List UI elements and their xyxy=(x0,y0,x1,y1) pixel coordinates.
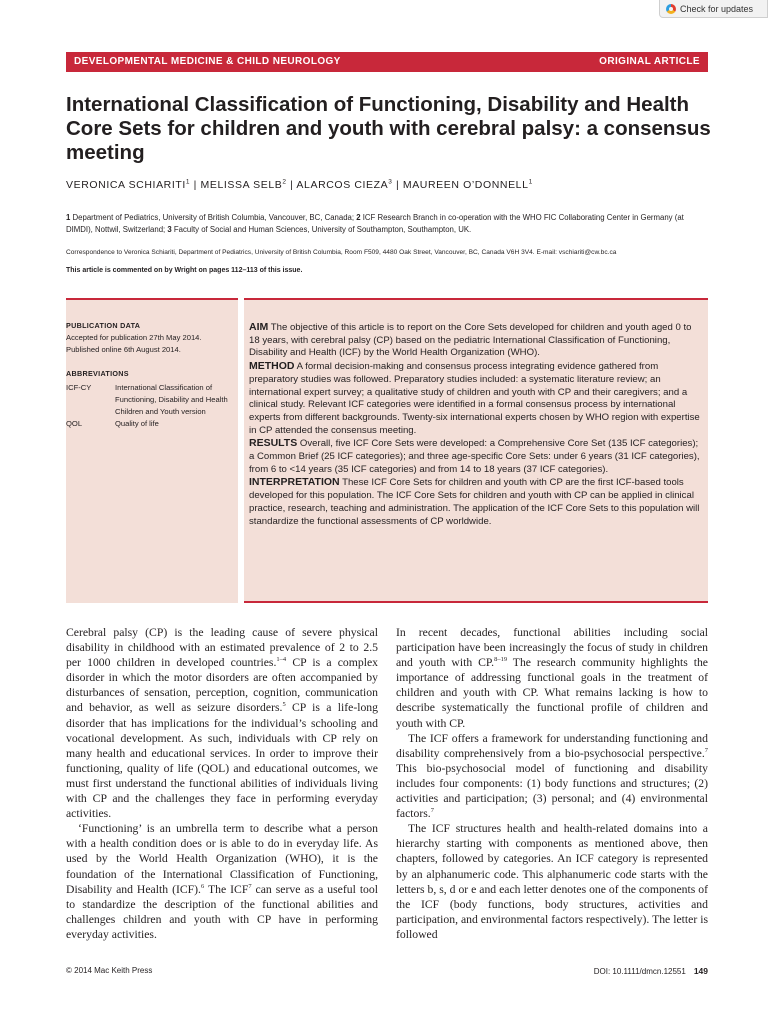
author-list xyxy=(66,179,708,191)
body-paragraph xyxy=(396,821,708,942)
abbreviations-heading: ABBREVIATIONS xyxy=(66,369,129,378)
abbreviation-value: International Classification of Functioning, Disability and Health Children and Youth version xyxy=(115,383,228,416)
abbreviation-row xyxy=(66,418,238,430)
author-name: ALARCOS CIEZA xyxy=(296,179,389,191)
citation-mark: 7 xyxy=(430,807,434,815)
citation-mark: 5 xyxy=(282,701,286,709)
affiliation-number: 2 xyxy=(356,213,361,222)
author-separator: | xyxy=(392,179,403,191)
abstract-section xyxy=(249,437,702,476)
crossmark-icon xyxy=(666,4,676,14)
correspondence: Correspondence to Veronica Schiariti, Department of Pediatrics, University of British Columbia, Room F509, 4480 Oak Street, Vancouver, BC, Canada V6H 3V4. E-mail: vschiariti@cw.bc.ca xyxy=(66,249,617,256)
abbreviation-key: QOL xyxy=(66,419,83,428)
author-affiliation-mark: 3 xyxy=(388,178,393,186)
body-text: CP is a life-long disorder that has implications for the individual’s schooling and vocational development. As such, individuals with CP rely on many health and educational services. In order to improve their functioning, quality of life (QOL) and educational outcomes, we must first understand the functional abilities of individuals living with CP and the challenges they face in performing everyday activities. xyxy=(66,701,378,821)
journal-header-bar xyxy=(66,52,708,72)
citation-mark: 7 xyxy=(248,882,252,890)
abstract-heading: AIM xyxy=(249,321,269,333)
body-text: The ICF structures health and health-related domains into a hierarchy starting with components as mentioned above, then chapters, followed by categories. An ICF category is represented by an alphanumeric code. This alphanumeric code starts with the letters b, s, d or e and each letter denotes one of the components of the ICF (body functions, body structures, activities and participation, and environmental factors respectively). The letter is followed xyxy=(396,822,708,941)
footer-doi-page xyxy=(594,966,708,976)
affiliation-text: ICF Research Branch in co-operation with the WHO FIC Collaborating Center in Germany (at DIMDI), Nottwil, Switzerland; xyxy=(66,213,684,234)
journal-name: DEVELOPMENTAL MEDICINE & CHILD NEUROLOGY xyxy=(74,56,341,67)
abstract-section xyxy=(249,360,702,437)
affiliation-number: 1 xyxy=(66,213,71,222)
article-title: International Classification of Functioning, Disability and Health Core Sets for children and youth with cerebral palsy: a consensus meeting xyxy=(66,93,711,164)
published-date: Published online 6th August 2014. xyxy=(66,345,181,354)
abbreviation-value: Quality of life xyxy=(115,419,159,428)
body-text: ‘Functioning’ is an umbrella term to describe what a person with a health condition does or is able to do in everyday life. As used by the World Health Organization (WHO), it is the foundation of the International Classification of Functioning, Disability and Health (ICF). xyxy=(66,822,378,896)
body-text: The research community highlights the importance of addressing functional goals in the treatment of children and youth with CP. What remains lacking is how to describe systematically the functional profile of children and youth with CP. xyxy=(396,656,708,730)
author-affiliation-mark: 1 xyxy=(528,178,533,186)
abstract-heading: METHOD xyxy=(249,360,295,373)
body-paragraph xyxy=(66,821,378,942)
author-name: VERONICA SCHIARITI xyxy=(66,179,186,191)
copyright-notice: © 2014 Mac Keith Press xyxy=(66,966,153,975)
abstract-heading: INTERPRETATION xyxy=(249,476,340,489)
page-number: 149 xyxy=(693,966,708,976)
abbreviation-key: ICF-CY xyxy=(66,383,92,392)
author-affiliation-mark: 2 xyxy=(282,178,287,186)
body-text: The ICF xyxy=(204,882,249,896)
doi: DOI: 10.1111/dmcn.12551 xyxy=(593,967,686,976)
body-column-left xyxy=(66,625,378,942)
abstract-text: A formal decision-making and consensus process integrating evidence gathered from preparatory studies was followed. Preparatory studies included: a systematic literature review; an international expert survey; a qualitative study of children and youth with CP and their caregivers; and a clinical study. Relevant ICF categories were identified in a formal consensus process by international experts from different backgrounds. Twenty-six international experts chosen by WHO region with expertise in CP attended the consensus meeting. xyxy=(249,361,700,436)
abstract-section xyxy=(249,321,702,360)
check-for-updates-label: Check for updates xyxy=(680,4,754,14)
check-for-updates-button[interactable] xyxy=(659,0,768,18)
article-type: ORIGINAL ARTICLE xyxy=(599,56,700,67)
citation-mark: 6 xyxy=(200,882,205,890)
affiliation-text: Department of Pediatrics, University of British Columbia, Vancouver, BC, Canada; xyxy=(70,213,357,222)
affiliations xyxy=(66,212,708,236)
body-text: can serve as a useful tool to standardize the description of the functional abilities and challenges children and youth with CP have in performing everyday activities. xyxy=(66,882,378,941)
body-text: In recent decades, functional abilities including social participation have been increasingly the focus of study in children and youth with CP. xyxy=(396,626,708,670)
body-paragraph xyxy=(396,731,708,822)
abstract-text: These ICF Core Sets for children and youth with CP are the first ICF-based tools developed for this population. The ICF Core Sets for children and youth with CP can be applied in clinical practice, research, teaching and administration. The application of the ICF Core Sets to this population will standardize the functional assessments of CP worldwide. xyxy=(249,477,700,527)
author-affiliation-mark: 1 xyxy=(185,178,191,186)
abbreviation-row xyxy=(66,382,238,418)
affiliation-text: Faculty of Social and Human Sciences, University of Southampton, Southampton, UK. xyxy=(171,225,472,234)
body-text: This bio-psychosocial model of functioning and disability includes four components: (1) body functions and structures; (2) activities and participation; (3) personal; and (4) environmental factors. xyxy=(396,761,708,821)
abstract-text: The objective of this article is to report on the Core Sets developed for children and youth aged 0 to 18 years, with cerebral palsy (CP) based on the pediatric International Classification of Functioning, Disability and Health (ICF) by the World Health Organization (WHO). xyxy=(249,322,692,359)
author-separator: | xyxy=(286,179,297,191)
author-name: MAUREEN O’DONNELL xyxy=(402,179,529,191)
accepted-date: Accepted for publication 27th May 2014. xyxy=(66,333,202,342)
abstract-section xyxy=(249,476,702,528)
publication-data-heading: PUBLICATION DATA xyxy=(66,321,141,330)
author-separator: | xyxy=(190,179,201,191)
abbreviations-list xyxy=(66,382,238,430)
body-paragraph xyxy=(66,625,378,821)
affiliation-number: 3 xyxy=(167,225,172,234)
publication-data-panel xyxy=(66,298,238,603)
body-text: The ICF offers a framework for understanding functioning and disability comprehensively from a bio-psychosocial perspective. xyxy=(396,731,708,760)
abstract-heading: RESULTS xyxy=(249,437,298,450)
body-text: Cerebral palsy (CP) is the leading cause of severe physical disability in childhood with an estimated prevalence of 2 to 2.5 per 1000 children in developed countries. xyxy=(66,626,378,670)
citation-mark: 7 xyxy=(704,746,708,754)
body-column-right xyxy=(396,625,708,942)
abstract-text: Overall, five ICF Core Sets were developed: a Comprehensive Core Set (135 ICF categories); a Common Brief (25 ICF categories); and three age-specific Core Sets: under 6 years (31 ICF categories), from 6 to <14 years (35 ICF categories) and from 14 to 18 years (37 ICF categories). xyxy=(249,438,700,475)
citation-mark: 8–19 xyxy=(494,656,508,664)
citation-mark: 1–4 xyxy=(276,656,287,664)
commentary-note: This article is commented on by Wright on pages 112–113 of this issue. xyxy=(66,267,303,274)
abstract-panel xyxy=(244,298,708,603)
body-paragraph xyxy=(396,625,708,731)
body-text: CP is a complex disorder in which the motor disorders are often accompanied by disturbances of sensation, perception, cognition, communication and behavior, as well as seizure disorders. xyxy=(66,656,378,715)
author-name: MELISSA SELB xyxy=(200,179,283,191)
